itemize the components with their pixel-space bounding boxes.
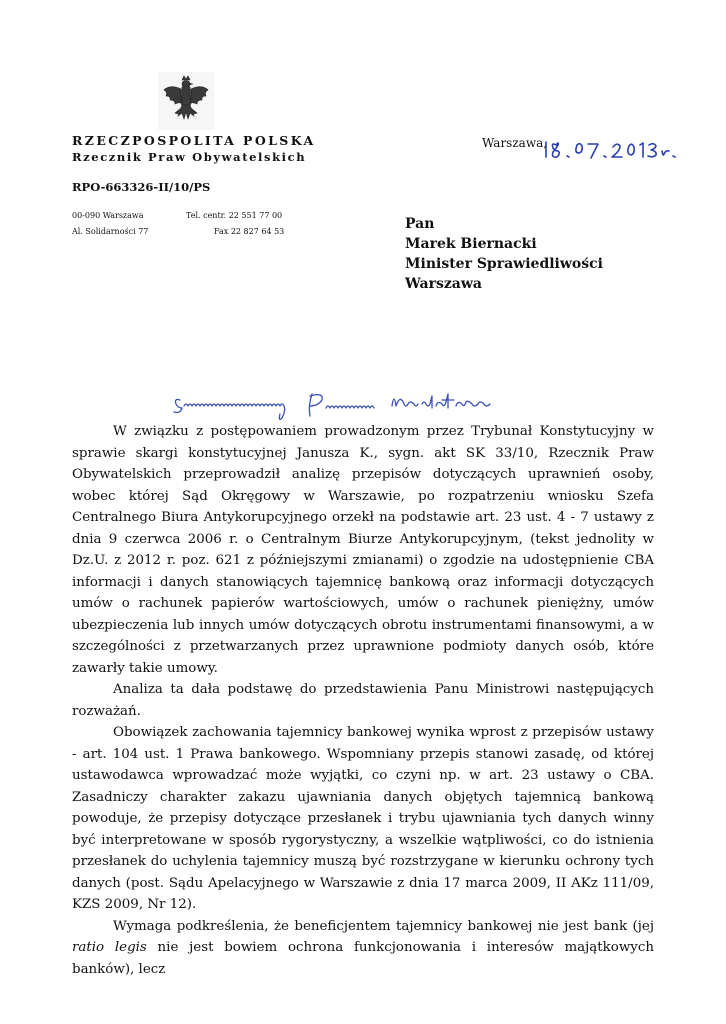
recipient-name: Marek Biernacki [405, 236, 537, 252]
recipient-position: Minister Sprawiedliwości [405, 256, 603, 272]
eagle-icon [158, 72, 214, 130]
paragraph-2: Analiza ta dała podstawę do przedstawienia Panu Ministrowi następujących rozważań. [72, 682, 654, 719]
paragraph-4 [72, 916, 654, 981]
address-phone: Tel. centr. 22 551 77 00 [186, 211, 283, 220]
paragraph-1: W związku z postępowaniem prowadzonym przez Trybunał Konstytucyjny w sprawie skargi konstytucyjnej Janusza K., sygn. akt SK 33/10, Rzecznik Praw Obywatelskich przeprowadził analizę przepisów dotyczących uprawnień osoby, wobec której Sąd Okręgowy w Warszawie, po rozpatrzeniu wniosku Szefa Centralnego Biura Antykorupcyjnego orzekł na podstawie art. 23 ust. 4 - 7 ustawy z dnia 9 czerwca 2006 r. o Centralnym Biurze Antykorupcyjnym, (tekst jednolity w Dz.U. z 2012 r. poz. 621 z późniejszymi zmianami) o zgodzie na udostępnienie CBA informacji i danych stanowiących tajemnicę bankową oraz informacji dotyczących umów o rachunek papierów wartościowych, umów o rachunek pieniężny, umów ubezpieczenia lub innych umów dotyczących obrotu instrumentami finansowymi, a w szczególności z przetwarzanych przez uprawnione podmioty danych osób, które zawarły takie umowy. [72, 424, 654, 676]
salutation-signature-icon [170, 386, 510, 426]
recipient-city: Warszawa [405, 276, 482, 292]
address-postal: 00-090 Warszawa [72, 211, 144, 220]
place-and-date [482, 130, 682, 162]
reference-number: RPO-663326-II/10/PS [72, 180, 211, 194]
recipient-title: Pan [405, 216, 435, 232]
paragraph-3: Obowiązek zachowania tajemnicy bankowej wynika wprost z przepisów ustawy - art. 104 ust. 1 Prawa bankowego. Wspomniany przepis stanowi zasadę, od której ustawodawca wprowadzać może wyjątki, co czyni np. w art. 23 ustawy o CBA. Zasadniczy charakter zakazu ujawniania danych objętych tajemnicą bankową powoduje, że przepisy dotyczące przesłanek i trybu ujawniania tych danych winny być interpretowane w sposób rygorystyczny, a wszelkie wątpliwości, co do istnienia przesłanek do uchylenia tajemnicy muszą być rozstrzygane w kierunku ochrony tych danych (post. Sądu Apelacyjnego w Warszawie z dnia 17 marca 2009, II AKz 111/09, KZS 2009, Nr 12). [72, 725, 654, 912]
handwritten-date-icon [542, 130, 682, 162]
handwritten-salutation [170, 386, 510, 426]
org-name: RZECZPOSPOLITA POLSKA [72, 133, 316, 148]
paragraph-4-start: Wymaga podkreślenia, że beneficjentem tajemnicy bankowej nie jest bank (jej [113, 918, 654, 934]
handwritten-date [542, 130, 682, 162]
address-fax: Fax 22 827 64 53 [214, 227, 285, 236]
polish-eagle-emblem [158, 72, 214, 130]
letter-body [72, 421, 654, 980]
paragraph-4-italic: ratio legis [72, 940, 147, 955]
paragraph-4-end: nie jest bowiem ochrona funkcjonowania i interesów majątkowych banków), lecz [72, 940, 654, 977]
address-street: Al. Solidarności 77 [72, 227, 149, 236]
recipient-block [405, 214, 603, 294]
place-label: Warszawa, [482, 136, 548, 150]
org-subtitle: Rzecznik Praw Obywatelskich [72, 150, 307, 164]
